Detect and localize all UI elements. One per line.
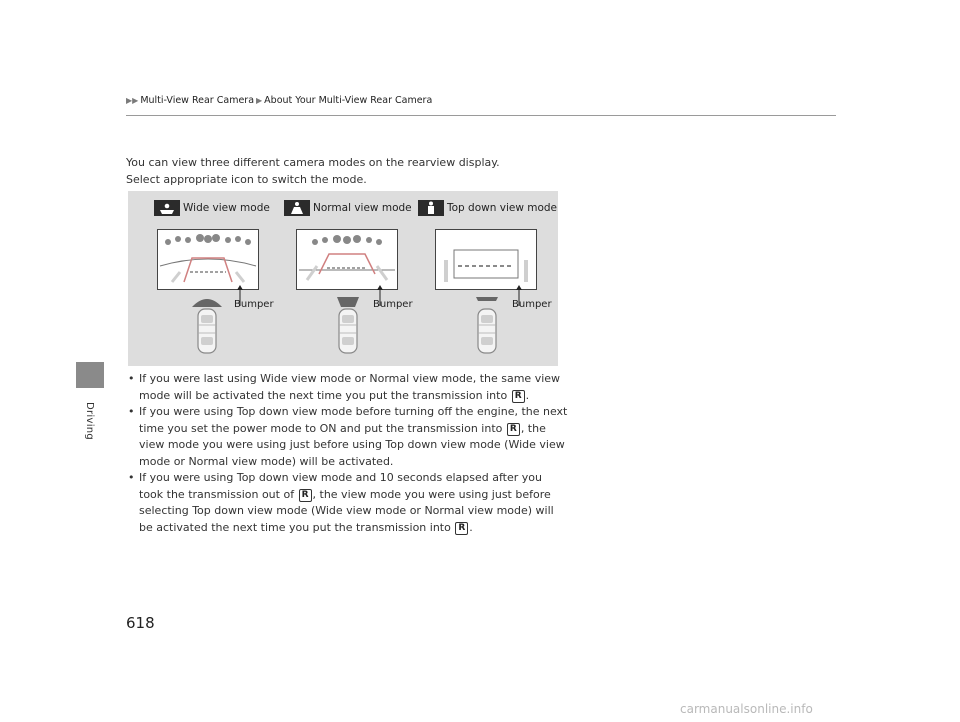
section-tab	[76, 362, 104, 388]
bullet-item-1: • If you were last using Wide view mode or Normal view mode, the same view mode will be activated the next time you put the transmission into R .	[128, 371, 568, 404]
intro-line-1: You can view three different camera modes on the rearview display.	[126, 156, 500, 169]
top-down-view-mode-label: Top down view mode	[418, 200, 557, 216]
bumper-label-2: Bumper	[373, 299, 413, 310]
wide-view-icon	[154, 200, 180, 216]
top-down-view-screen	[435, 229, 537, 290]
car-wide-view-icon	[190, 295, 224, 359]
normal-view-mode-label: Normal view mode	[284, 200, 412, 216]
top-down-view-icon	[418, 200, 444, 216]
gear-r-icon: R	[507, 423, 520, 436]
normal-view-screen	[296, 229, 398, 290]
intro-line-2: Select appropriate icon to switch the mode.	[126, 172, 367, 186]
bullet-item-3: • If you were using Top down view mode and 10 seconds elapsed after you took the transmission out of R , the view mode you were using just before selecting Top down view mode (Wide view mode or Normal view mode) will be activated the next time you put the transmission into R .	[128, 470, 568, 536]
watermark: carmanualsonline.info	[680, 702, 813, 716]
car-normal-view-icon	[331, 295, 365, 359]
gear-r-icon: R	[512, 390, 525, 403]
bullet-item-2: • If you were using Top down view mode before turning off the engine, the next time you set the power mode to ON and put the transmission into R , the view mode you were using just before using Top down view mode (Wide view mode or Normal view mode) will be activated.	[128, 404, 568, 470]
gear-r-icon: R	[299, 489, 312, 502]
intro-text	[126, 155, 500, 188]
page-number: 618	[126, 614, 155, 632]
car-top-down-view-icon	[470, 295, 504, 359]
bumper-label-1: Bumper	[234, 299, 274, 310]
normal-view-icon	[284, 200, 310, 216]
bullet-list	[128, 371, 568, 536]
wide-view-screen	[157, 229, 259, 290]
arrow-icon: ▶	[256, 96, 263, 105]
breadcrumb-item-1[interactable]: Multi-View Rear Camera	[140, 95, 255, 106]
wide-view-mode-label: Wide view mode	[154, 200, 270, 216]
header-divider	[126, 115, 836, 116]
section-label: Driving	[84, 402, 95, 441]
bumper-label-3: Bumper	[512, 299, 552, 310]
gear-r-icon: R	[455, 522, 468, 535]
double-arrow-icon: ▶▶	[126, 96, 139, 105]
breadcrumb-item-2[interactable]: About Your Multi-View Rear Camera	[264, 95, 433, 106]
breadcrumb	[126, 95, 432, 106]
